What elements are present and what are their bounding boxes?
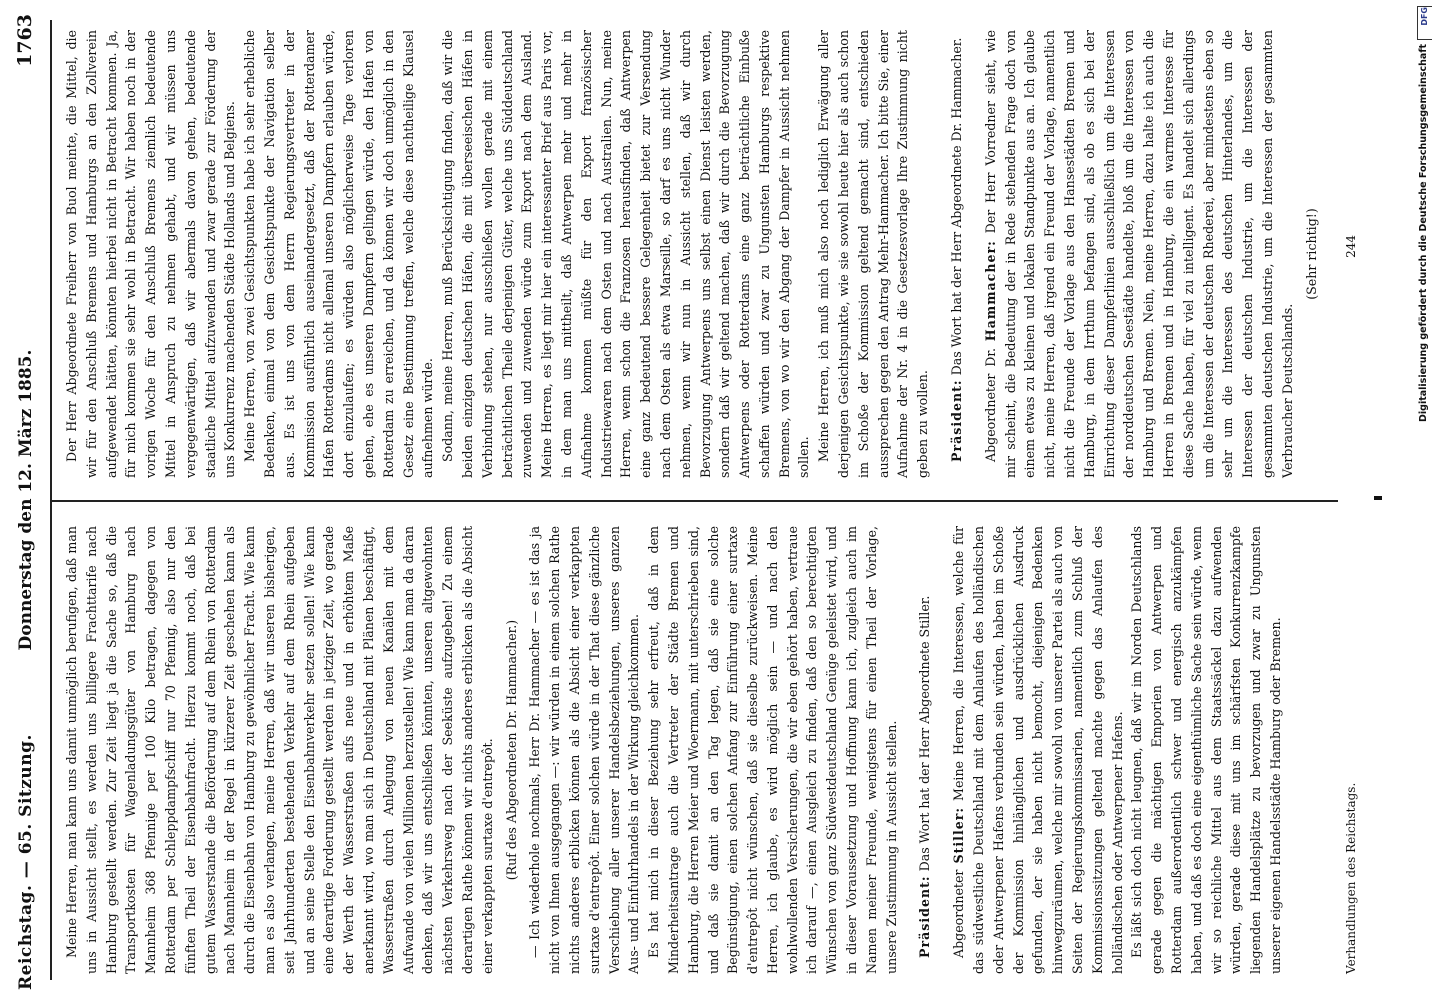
spacer bbox=[967, 30, 981, 478]
paragraph: — Ich wiederhole nochmals, Herr Dr. Hammacher — es ist das ja nicht von Ihnen ausgegangen —: wir würden in einem solchen Rathe nichts anderes erblicken können als die Absicht einer verkappten surtaxe d'entrepôt. Einer solchen würde in der That diese gänzliche Verschiebung aller unserer Handelsbeziehungen, unseres ganzen Aus- und Einfuhrhandels in der Wirkung gleichkommen. bbox=[527, 526, 642, 974]
president-statement bbox=[947, 30, 967, 478]
footer-proceedings: Verhandlungen des Reichstags. bbox=[1344, 782, 1358, 974]
speaker-intro: Abgeordneter bbox=[951, 869, 967, 958]
president-label: Präsident: bbox=[949, 379, 965, 462]
column-divider bbox=[52, 500, 1338, 502]
speaker-paragraph bbox=[949, 526, 1127, 974]
binding-mark bbox=[1374, 496, 1382, 500]
president-text: Das Wort hat der Herr Abgeordnete Dr. Hammacher. bbox=[949, 37, 965, 376]
paragraph: Meine Herren, ich muß mich also noch lediglich Erwägung aller derjenigen Gesichtspunkte, wie sie sowohl heute hier als auch schon im Schoße der Kommission geltend gemacht sind, entschieden aussprechen gegen den Antrag Mehr-Hammacher. Ich bitte Sie, einer Aufnahme der Nr. 4 in die Gesetzesvorlage Ihre Zustimmung nicht geben zu wollen. bbox=[816, 30, 931, 478]
spacer bbox=[935, 526, 949, 974]
spacer bbox=[933, 30, 947, 478]
paragraph: Der Herr Abgeordnete Freiherr von Buol meinte, die Mittel, die wir für den Anschluß Bremens und Hamburgs an den Zollverein aufgewendet hätten, könnten hierbei nicht in Betracht kommen. Ja, für mich kommen sie sehr wohl in Betracht. Wir haben noch in der vorigen Woche für den Anschluß Bremens ziemlich bedeutende Mittel in Anspruch zu nehmen gehabt, und wir müssen uns vergegenwärtigen, daß wir abermals davon gehen, bedeutende staatliche Mittel aufzuwenden und zwar gerade zur Förderung der uns Konkurrenz machenden Städte Hollands und Belgiens. bbox=[64, 30, 238, 478]
header-date: Donnerstag den 12. März 1885. bbox=[16, 349, 36, 651]
speaker-intro: Abgeordneter Dr. bbox=[982, 348, 998, 462]
speaker-name: Hammacher: bbox=[982, 240, 998, 342]
paragraph-text: Der Herr Vorredner sieht, wie mir scheint, die Bedeutung der in Rede stehenden Frage doch von einem etwas zu kleinen und lokalen Standpunkte aus an. Ich glaube nicht, meine Herren, daß irgend ein Freund der Vorlage, namentlich nicht die Freunde der Vorlage aus den Hansestädten Bremen und Hamburg, in dem Irrthum befangen sind, als ob es sich bei der Einrichtung dieser Dampferlinien ausschließlich um die Interessen der norddeutschen Seestädte handelte, bloß um die Interessen von Hamburg und Bremen. Nein, meine Herren, dazu halte ich auch die Herren in Bremen und in Hamburg, die ein warmes Interesse für diese Sache haben, für viel zu intelligent. Es handelt sich allerdings um die Interessen der deutschen Rhederei, aber mindestens eben so sehr um die Interessen des deutschen Hinterlandes, um die Interessen der deutschen Industrie, um die Interessen der gesammten deutschen Industrie, um die Interessen der gesammten Verbraucher Deutschlands. bbox=[982, 30, 1295, 478]
left-column bbox=[62, 526, 1286, 974]
stamp-text: Digitalisierung gefördert durch die Deutsche Forschungsgemeinschaft bbox=[1418, 44, 1429, 422]
dfg-logo bbox=[1417, 6, 1432, 40]
paragraph: Es läßt sich doch nicht leugnen, daß wir im Norden Deutschlands gerade gegen die mächtigen Emporien von Antwerpen und Rotterdam außerordentlich schwer und energisch anzukämpfen haben, und daß es doch eine eigenthümliche Sache sein würde, wenn wir so reichliche Mittel aus dem Staatssäckel dazu aufwenden würden, gerade diese mit uns im schärfsten Konkurrenzkampfe liegenden Handelsplätze zu bevorzugen und zwar zu Ungunsten unserer eigenen Handelsstädte Hamburg oder Bremen. bbox=[1129, 526, 1284, 974]
president-text: Das Wort hat der Herr Abgeordnete Stiller. bbox=[917, 595, 933, 872]
president-statement bbox=[915, 526, 935, 974]
paragraph: Meine Herren, man kann uns damit unmöglich berufigen, daß man uns in Aussicht stellt, es werden uns billigere Frachttarife nach Hamburg gestellt werden. Zur Zeit liegt ja die Sache so, daß die Transportkosten für Wagenladungsgüter von Hamburg nach Mannheim 368 Pfennige per 100 Kilo betragen, dagegen von Rotterdam per Schleppdampfschiff nur 70 Pfennig, also nur den fünften Theil der Eisenbahnfracht. Hierzu kommt noch, daß bei gutem Wasserstande die Beförderung auf dem Rhein von Rotterdam nach Mannheim in der Regel in kürzerer Zeit geschehen kann als durch die Eisenbahn von Hamburg zu gewöhnlicher Fracht. Wie kann man es also verlangen, meine Herren, daß wir unseren bisherigen, seit Jahrhunderten bestehenden Verkehr auf dem Rhein aufgeben und an seine Stelle den Eisenbahnverkehr setzen sollen! Wie kann eine derartige Forderung gestellt werden in jetziger Zeit, wo gerade der Werth der Wasserstraßen aufs neue und in erhöhtem Maße anerkannt wird, wo man sich in Deutschland mit Plänen beschäftigt, Wasserstraßen durch Anlegung von neuen Kanälen mit dem Aufwande von vielen Millionen herzustellen! Wie kann man da daran denken, daß wir uns entschließen könnten, unseren altgewohnten nächsten Verkehrsweg nach der Seeküste aufzugeben! Zu einem derartigen Rathe können wir nichts anderes erblicken als die Absicht einer verkappten surtaxe d'entrepôt. bbox=[64, 526, 495, 974]
digitization-stamp bbox=[1416, 4, 1432, 574]
speaker-name: Stiller: bbox=[951, 806, 967, 864]
header-page-number: 1763 bbox=[14, 14, 36, 67]
right-column bbox=[62, 30, 1325, 478]
paragraph-text: Meine Herren, die Interessen, welche für das südwestliche Deutschland mit dem Anlaufen des holländischen oder Antwerpener Hafens verbunden sein würden, haben im Schoße der Kommission hinlänglichen und ausdrücklichen Ausdruck gefunden, der sie haben nicht bemocht, diejenigen Bedenken hinwegzuräumen, welche mir sowohl von unserer Partei als auch von Seiten der Regierungskommissarien, namentlich zum Schluß der Kommissionssitzungen geltend machte gegen das Anlaufen des holländischen oder Antwerpener Hafens. bbox=[951, 526, 1125, 974]
sheet-number: 244 bbox=[1344, 235, 1358, 258]
header-session: Reichstag. — 65. Sitzung. bbox=[16, 734, 36, 990]
paragraph: Es hat mich in dieser Beziehung sehr erfreut, daß in dem Minderheitsantrage auch die Vertreter der Städte Bremen und Hamburg, die Herren Meier und Woermann, mit unterschrieben sind, und daß sie damit an den Tag legen, daß sie eine solche Begünstigung, einen solchen Anfang zur Einführung einer surtaxe d'entrepôt nicht wünschen, daß sie dieselbe zurückweisen. Meine Herren, ich glaube, es wird möglich sein — und nach den wohlwollenden Versicherungen, die wir eben gehört haben, vertraue ich darauf —, einen Ausgleich zu finden, daß den so berechtigten Wünschen von ganz Südwestdeutschland Genüge geleistet wird, und in dieser Voraussetzung und Hoffnung kann ich, zugleich auch im Namen meiner Freunde, wenigstens für einen Theil der Vorlage, unsere Zustimmung in Aussicht stellen. bbox=[646, 526, 899, 974]
president-label: Präsident: bbox=[917, 875, 933, 958]
applause: (Sehr richtig!) bbox=[1303, 208, 1319, 300]
paragraph: Sodann, meine Herren, muß Berücksichtigung finden, daß wir die beiden einzigen deutschen Häfen, die mit überseeischen Häfen in Verbindung stehen, nur ausschließen wollen gerade mit einem beträchtlichen Theile derjenigen Güter, welche uns Süddeutschland zuwenden und zuwenden würde zum Export nach dem Ausland. Meine Herren, es liegt mir hier ein interessanter Brief aus Paris vor, in dem man uns mittheilt, daß Antwerpen mehr und mehr in Aufnahme kommen müßte für den Export französischer Industriewaren nach dem Osten und nach Australien. Nun, meine Herren, wenn schon die Franzosen herausfinden, daß Antwerpen eine ganz bedeutend bessere Gelegenheit bietet zur Versendung nach dem Osten als etwa Marseille, so darf es uns nicht Wunder nehmen, wenn wir nun in Aussicht stellen, daß wir durch Bevorzugung Antwerpens uns selbst einen Dienst leisten werden, sondern daß wir geltend machen, daß wir durch die Bevorzugung Antwerpens oder Rotterdams eine ganz beträchtliche Einbuße schaffen würden und zwar zu Ungunsten Hamburgs respektive Bremens, von wo wir den Abgang der Dampfer in Aussicht nehmen sollen. bbox=[440, 30, 812, 478]
paragraph: Meine Herren, von zwei Gesichtspunkten habe ich sehr erhebliche Bedenken, einmal von dem Gesichtspunkte der Navigation selber aus. Es ist uns von dem Herrn Regierungsvertreter in der Kommission ausführlich auseinandergesetzt, daß der Rotterdamer Hafen Rotterdams nicht allemal unseren Dampfern erlauben würde, dort einzulaufen; es würden also möglicherweise Tage verloren gehen, ehe es unseren Dampfern gelingen würde, den Hafen von Rotterdam zu erreichen, und da können wir doch unmöglich in den Gesetz eine Bestimmung treffen, welche diese nachtheilige Klausel aufnehmen würde. bbox=[242, 30, 436, 478]
spacer bbox=[901, 526, 915, 974]
dfg-logo-text: DFG bbox=[1420, 7, 1429, 26]
interjection: (Ruf des Abgeordneten Dr. Hammacher.) bbox=[503, 619, 519, 881]
page-header bbox=[0, 0, 56, 1000]
speaker-paragraph bbox=[981, 30, 1298, 478]
